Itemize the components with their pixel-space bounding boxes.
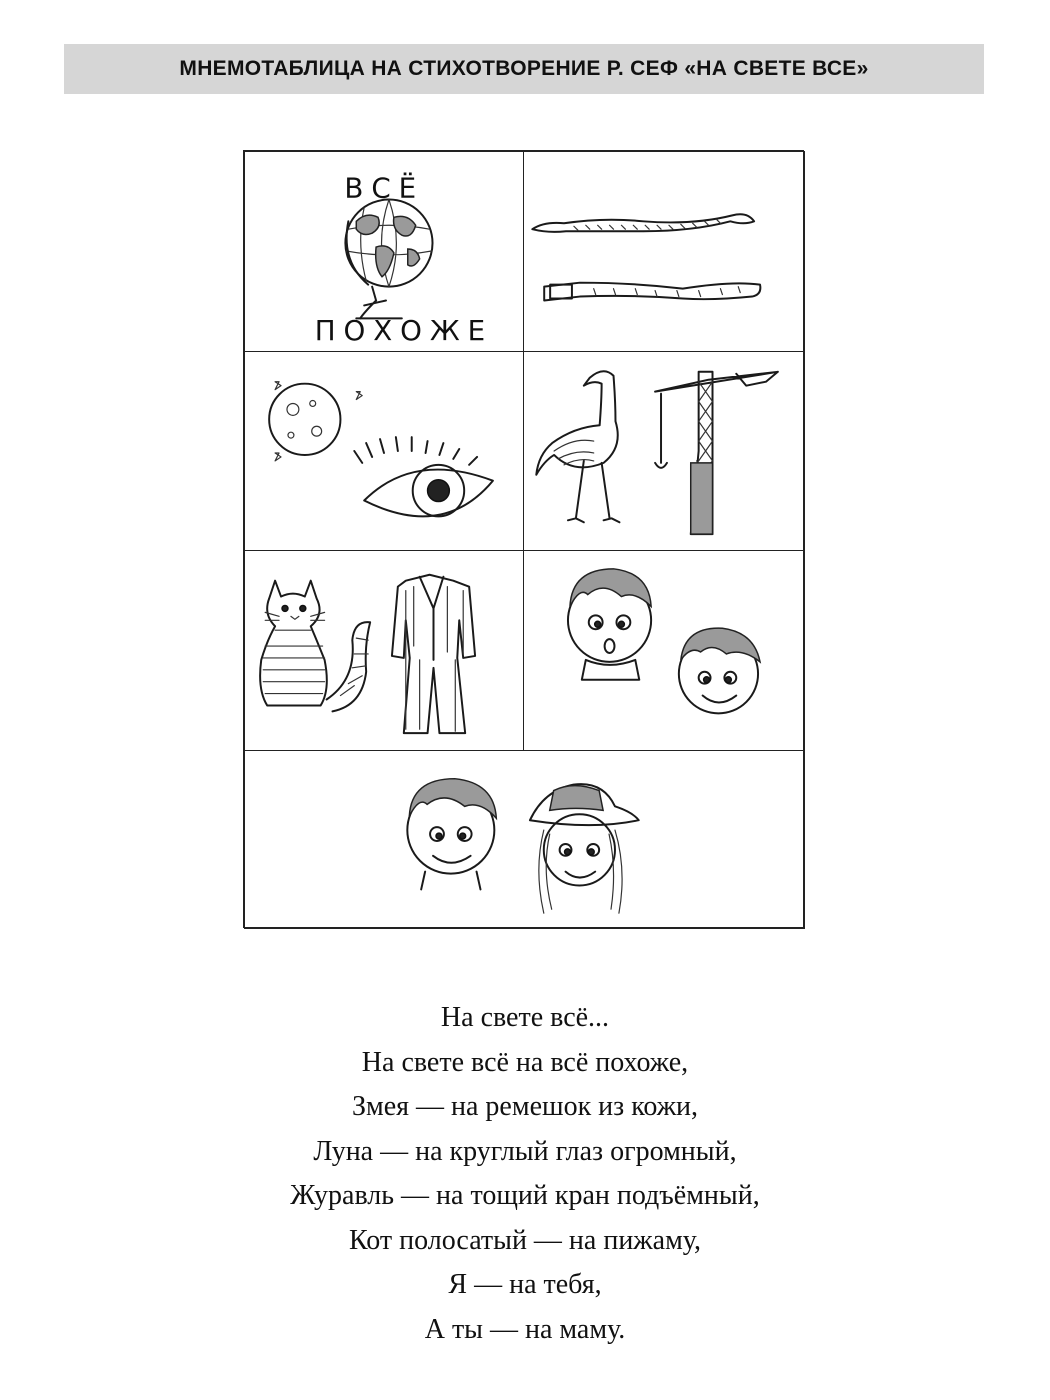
label-pokhozhe: ПОХОЖЕ — [314, 314, 494, 348]
mnemonic-table — [243, 150, 804, 928]
poem-line: Луна — на круглый глаз огромный, — [313, 1135, 737, 1167]
cell-boy-girl — [244, 750, 805, 929]
poem-line: Я — на тебя, — [448, 1269, 602, 1300]
cell-cat-pajamas — [244, 550, 524, 751]
globe-drawing — [245, 152, 523, 351]
poem-line: Кот полосатый — на пижаму, — [348, 1224, 701, 1256]
moon-eye-drawing — [245, 352, 523, 550]
eyelashes — [354, 437, 477, 465]
snake-belt-drawing — [524, 152, 804, 351]
poem-line: Змея — на ремешок из кожи, — [351, 1091, 699, 1122]
label-vse: ВСЁ — [344, 171, 425, 205]
header-bar — [64, 44, 984, 94]
cat-pajamas-drawing — [245, 551, 523, 750]
poem — [0, 996, 1050, 1352]
star-icon — [275, 382, 362, 461]
cat-icon — [260, 581, 327, 706]
cell-two-boys — [523, 550, 805, 751]
poem-line: На свете всё... — [440, 1002, 610, 1033]
poem-line: А ты — на маму. — [424, 1313, 626, 1345]
cell-moon-eye — [244, 351, 524, 551]
crane-drawing — [524, 352, 804, 550]
cell-globe — [244, 151, 524, 352]
cell-crane — [523, 351, 805, 551]
belt-icon — [544, 283, 760, 301]
poem-line: На свете всё на всё похоже, — [361, 1046, 689, 1078]
cell-snake-belt — [523, 151, 805, 352]
bird-crane-icon — [536, 371, 617, 475]
page-title: МНЕМОТАБЛИЦА НА СТИХОТВОРЕНИЕ Р. СЕФ «НА СВЕТЕ ВСЕ» — [179, 57, 869, 80]
poem-line: Журавль — на тощий кран подъёмный, — [290, 1180, 760, 1211]
two-boys-drawing — [524, 551, 804, 750]
belt-buckle-icon — [550, 285, 572, 299]
moon-icon — [269, 384, 340, 455]
boy-girl-drawing — [245, 751, 804, 928]
